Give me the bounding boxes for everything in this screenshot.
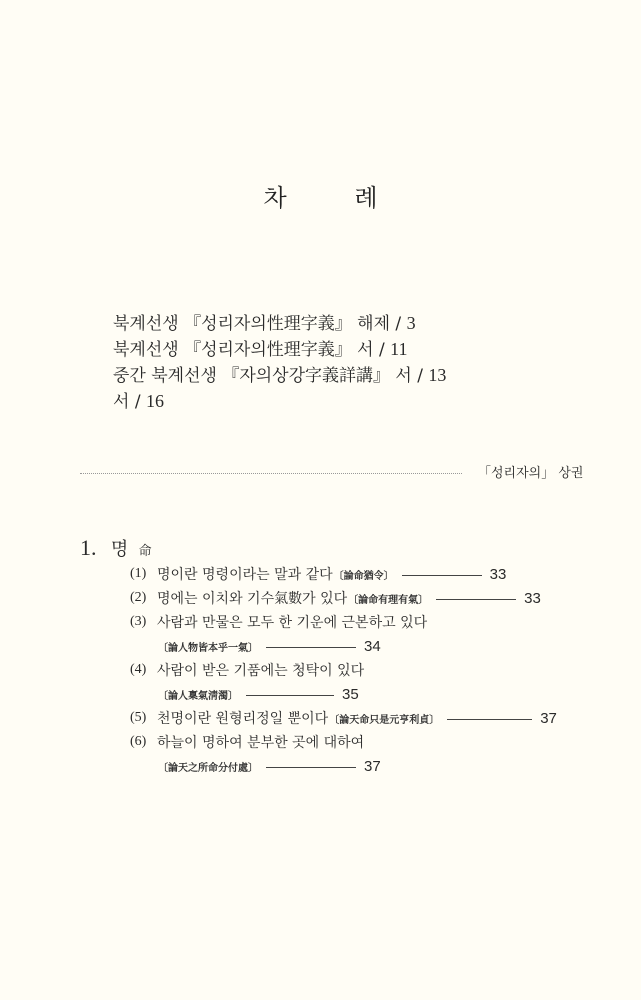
front-matter-text: 중간 북계선생 『자의상강字義詳講』 서 /: [113, 366, 429, 386]
entry-number: (3): [130, 614, 147, 629]
entry-title: 하늘이 명하여 분부한 곳에 대하여: [157, 735, 365, 751]
entry-title: 천명이란 원형리정일 뿐이다: [157, 711, 329, 727]
toc-entry: [130, 610, 570, 634]
chapter-title: 명: [110, 539, 129, 560]
front-matter-page: 13: [428, 365, 447, 385]
section-divider: [80, 473, 462, 474]
chapter-number: 1.: [80, 535, 97, 560]
toc-entry: [130, 562, 570, 586]
front-matter-page: 16: [145, 391, 164, 411]
chapter-heading: [80, 535, 152, 561]
leader-line: [402, 575, 482, 576]
entry-hanja: 〔論人稟氣淸濁〕: [158, 690, 238, 702]
leader-line: [447, 719, 532, 720]
entry-hanja: 〔論命有理有氣〕: [348, 594, 429, 606]
entry-title: 사람과 만물은 모두 한 기운에 근본하고 있다: [157, 615, 428, 631]
front-matter-item: [113, 311, 446, 337]
entry-page: 33: [489, 565, 507, 583]
entry-number: (6): [130, 734, 147, 749]
section-label: 「성리자의」 상권: [478, 466, 584, 481]
toc-entry-continuation: [130, 634, 570, 658]
toc-entry: [130, 706, 570, 730]
front-matter-text: 서 /: [113, 392, 146, 412]
page-title: 차 례: [263, 184, 408, 212]
front-matter-list: [113, 311, 446, 415]
chapter-hanja: 命: [138, 544, 152, 559]
toc-entry: [130, 658, 570, 682]
leader-line: [266, 767, 356, 768]
front-matter-page: 11: [390, 339, 408, 359]
toc-entry: [130, 730, 570, 754]
front-matter-text: 북계선생 『성리자의性理字義』 해제 /: [113, 314, 407, 334]
leader-line: [266, 647, 356, 648]
front-matter-item: [113, 389, 446, 415]
entry-page: 37: [364, 757, 381, 775]
leader-line: [246, 695, 334, 696]
entry-number: (1): [130, 566, 147, 581]
entry-number: (5): [130, 710, 147, 725]
toc-entry: [130, 586, 570, 610]
entry-page: 34: [364, 637, 381, 655]
entry-hanja: 〔論命猶令〕: [333, 570, 394, 582]
toc-entry-continuation: [130, 682, 570, 706]
entry-title: 명이란 명령이라는 말과 같다: [157, 567, 333, 583]
front-matter-item: [113, 337, 446, 363]
front-matter-text: 북계선생 『성리자의性理字義』 서 /: [113, 340, 391, 360]
entry-page: 37: [540, 709, 557, 727]
entry-number: (2): [130, 590, 147, 605]
front-matter-item: [113, 363, 446, 389]
leader-line: [436, 599, 516, 600]
entry-page: 33: [524, 589, 541, 607]
front-matter-page: 3: [406, 313, 416, 333]
toc-entries: [130, 562, 570, 778]
entry-hanja: 〔論天命只是元亨利貞〕: [329, 714, 440, 726]
entry-page: 35: [342, 685, 359, 703]
entry-hanja: 〔論人物皆本乎一氣〕: [158, 642, 258, 654]
entry-title: 명에는 이치와 기수氣數가 있다: [157, 591, 348, 607]
toc-entry-continuation: [130, 754, 570, 778]
entry-title: 사람이 받은 기품에는 청탁이 있다: [157, 663, 365, 679]
entry-hanja: 〔論天之所命分付處〕: [158, 762, 258, 774]
entry-number: (4): [130, 662, 147, 677]
